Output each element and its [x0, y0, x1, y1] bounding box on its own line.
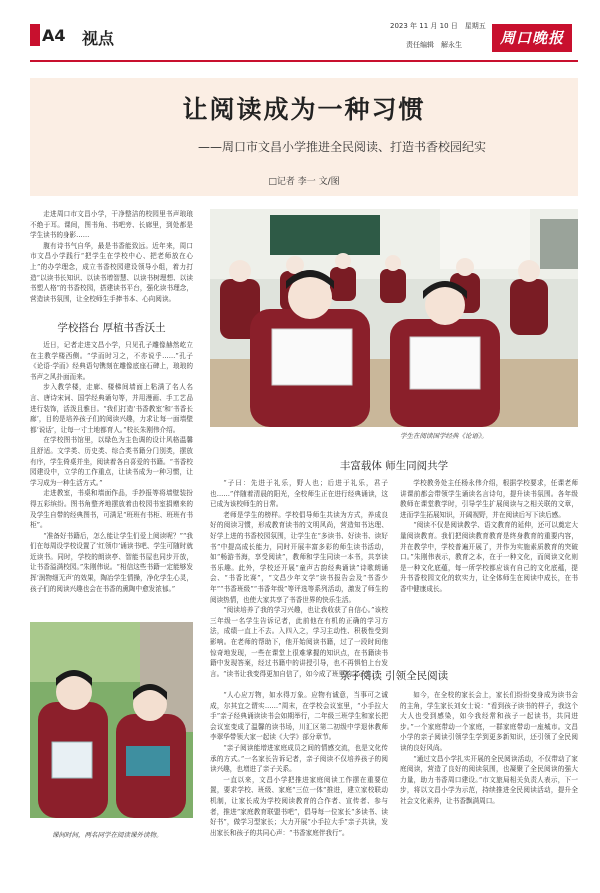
article-title: 让阅读成为一种习惯: [182, 95, 426, 124]
classroom-photo-caption: 学生在阅读国学经典《论语》。: [400, 432, 488, 440]
body-paragraph: 在学校图书馆里，以绿色为主色调的设计风格温馨且舒适。文学类、历史类、综合类书籍分门别类，摆放有序，学生倚桌并坐，阅读着各自喜爱的书籍。“书香校园建设中，立学的工作重点，让读书成为一种习惯，让学习成为一种生活方式。”: [30, 436, 193, 487]
students-reading-caption: 课间时间，两名同学在阅读课外读物。: [52, 831, 163, 839]
body-paragraph: 近日，记者走进文昌小学，只见孔子雕像赫然屹立在主教学楼西侧。“学而时习之，不亦说乎……”孔子《论语·学而》经典语句镌刻在雕像底座石碑上，琅琅的书声之风扑面而来。: [30, 341, 193, 381]
headline-panel: [30, 78, 578, 196]
students-reading-photo: [30, 622, 193, 818]
article-byline: □记者 李一 文/图: [268, 177, 340, 187]
body-paragraph: “准备好书籍后，怎么能让学生们爱上阅读呢？”“我们在每周设学校设置了‘红领巾’诵读书吧、学生可随时就近读书。同时，学校的朗读亭、智能书屋也同步开放，让书香溢满校园。”朱刚伟说。“相信这些书籍一定能够发挥‘润物细无声’的效果，陶冶学生情操，净化学生心灵，孩子们的阅读兴趣也会在书香的熏陶中愈发浓郁。”: [30, 531, 193, 593]
header-rule: [30, 60, 578, 62]
section-heading: 学校搭台 厚植书香沃土: [57, 322, 166, 334]
body-paragraph: 老师是学生的榜样。学校倡导师生共读为方式，养成良好的阅读习惯，形成教育读书的文明风尚，营造知书达理、好学上进的书香校园氛围，让学生在“多读书、好读书、读好书”中提高成长能力，同时开展丰富多彩的师生读书活动，如“畅游书海，享受阅读”，教师和学生同读一本书，共享读书乐趣。此外，学校还开展“童声古韵经典诵读”诗歌朗诵会、“书香比赛”，“文昌少年文学”读书报告会及“书香少年”“书香班级”“书香年级”等评选等系列活动，激发了师生的阅读热情，也使大家共享了书香世界的快乐生活。: [210, 510, 388, 604]
page-number: A4: [42, 26, 66, 45]
section-heading: 亲子阅读 引领全民阅读: [339, 670, 449, 682]
intro-paragraph: 腹有诗书气自华，最是书香能致远。近年来，周口市文昌小学践行“把学生在学校中心、把老师放在心上”的办学理念，成立书香校园建设领导小组，着力打造“以读书长知识、以读书增智慧、以读书树理想、以读书塑人格”的书香校园，搭建读书平台，强化读书理念，营造读书氛围，让全校师生手捧书本、心向阅读。: [30, 241, 193, 303]
masthead: [0, 0, 600, 62]
body-paragraph: “通过文昌小学扎实开展的全民阅读活动，不仅带动了家庭阅读，营造了良好的阅读氛围，也凝聚了全民阅读的强大力量，助力书香周口建设。”市文旅局相关负责人表示，下一步，将以文昌小学为示范，持续推进全民阅读活动，提升全社会文化素养，让书香飘满周口。: [400, 754, 578, 805]
editor-credit: 责任编辑 解永生: [406, 41, 462, 49]
newspaper-logo: 周口晚报: [492, 24, 572, 52]
section-label: 视点: [82, 29, 115, 48]
body-paragraph: 一直以来，文昌小学把推进家庭阅读工作摆在重要位置，要求学校、班级、家庭“三位一体”推进，建立家校联动机制，让家长成为学校阅读教育的合作者、宣传者、参与者，推进“家庭教育联盟书吧”，倡导每一位家长“多读书、读好书”，做学习型家长；大力开展“小手拉大手”亲子共读，发出家长和孩子的共同心声：“书香家庭伴我行”。: [210, 775, 388, 837]
section-marker: [30, 24, 40, 46]
section-2-body-right: [400, 478, 578, 644]
body-paragraph: “阅读不仅是阅读教学、语文教育的延伸，还可以奠定大量阅读教育。我们把阅读教育教育是终身教育的重要内容，并在教学中，学校普遍开展了，并作为实施素质教育的突破口。”朱刚伟表示，教育之本，在于一种文化，而阅读文化则是一种文化底蕴，每一所学校都应该有自己的文化底蕴，提升书香校园文化的软实力，让全体师生在阅读中成长，在书香中健康成长。: [400, 521, 578, 593]
intro-paragraph: 走进周口市文昌小学，干净整洁的校园里书声琅琅不绝于耳。课间，图书角、书吧旁、长廊里，到处都是学生读书的身影……: [30, 210, 193, 240]
issue-date: 2023 年 11 月 10 日 星期五: [390, 22, 486, 30]
section-3-body-right: [400, 690, 578, 850]
body-paragraph: “亲子阅读能增进家庭成员之间的情感交流，也是文化传承的方式。”一名家长告诉记者，亲子阅读不仅培养孩子的阅读兴趣，也增进了亲子关系。: [210, 743, 388, 774]
section-2-body-left: [210, 478, 388, 678]
section-3-body-left: [210, 690, 388, 850]
body-paragraph: “人心应万物，如水得万象。应物有诚意，当事可之诚成，尔其宜之谓实……”周末，在学校会议室里，“小手拉大手”亲子经典诵读读书会如期举行，二年级三班学生和家长把会议室变成了温馨的读书场，川汇区第二初级中学退休教师李翠华带领大家一起读《大学》部分章节。: [210, 691, 388, 742]
section-heading: 丰富载体 师生同阅共学: [339, 460, 449, 472]
article-subtitle: ——周口市文昌小学推进全民阅读、打造书香校园纪实: [197, 140, 486, 154]
body-paragraph: 走进教室，书桌和墙面作品，手抄报等将墙壁装扮得五彩缤纷。图书角整齐地摆放着由校园书室捐赠来的及学生自带的经典图书，可满足“班班有书柜、班班有书柜”。: [30, 489, 193, 530]
body-paragraph: “阅读培养了我的学习兴趣，也让我收获了自信心。”该校三年级一名学生告诉记者，此前他在有机的正确的学习方法，成绩一直上不去。入四入之，学习主动性、积极性受到影响。在老师的帮助下，他开始阅读书籍，过了一段时间他惊奇地发现，一些在课堂上很难掌握的知识点，在书籍读书籍中发现答案，经过书籍中的讲授引导，也不再惧怕上台发言。“读书让我变得更加自信了，如今成了班里的尖子生。”: [210, 606, 388, 678]
body-paragraph: 学校教务处主任杨永伟介绍，根据学校要求，任课老师讲课前都会带领学生诵读名言诗句，提升读书氛围。各年级教师在课堂教学时，引导学生扩展阅读与之相关联的文章，进而学生拓展知识，开阔视野，并在阅读后写下读后感。: [400, 479, 578, 519]
classroom-photo: [210, 209, 578, 427]
body-paragraph: 如今，在全校的家长会上，家长们纷纷变身成为读书会的主角，学生家长刘女士说：“看到孩子读书的样子，我这个大人也受到感染，如今我经常和孩子一起读书，共同进步。”一个家庭带动一个家庭，一群家庭带动一座城市。文昌小学的亲子阅读引领学生学到更多新知识，还引领了全民阅读的良好风尚。: [400, 691, 578, 752]
section-1-body: [30, 340, 193, 608]
body-paragraph: “子曰：先进于礼乐，野人也；后进于礼乐，君子也……”伴随着清晨的阳光，全校师生正在进行经典诵读，这已成为该校师生的日常。: [210, 479, 388, 509]
intro-block: [30, 209, 193, 311]
body-paragraph: 步入教学楼，走廊、楼梯间墙面上粘满了名人名言、唐诗宋词、国学经典诵句等，并用漫画、手工艺品进行装饰，活泼且雅目。“我们打造‘书香教室’和‘书香长廊’，目的是培养孩子们的阅读兴趣，力求让每一面墙壁都‘说话’，让每一寸土地都育人。”校长朱刚伟介绍。: [30, 383, 193, 434]
